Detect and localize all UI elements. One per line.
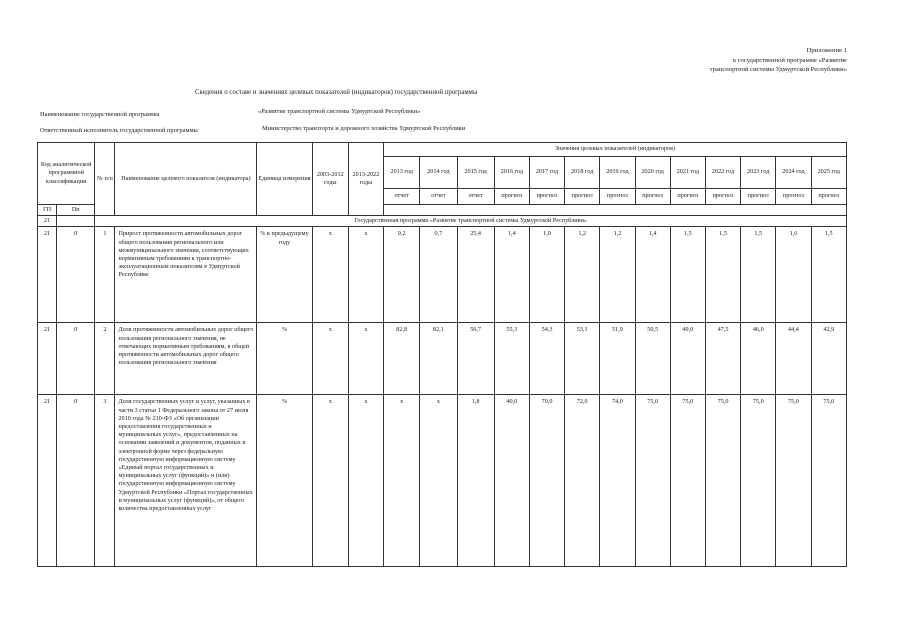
year-header: 2021 год	[670, 157, 705, 189]
kind-header: прогноз	[741, 189, 776, 205]
row-value: 51,9	[600, 323, 635, 395]
year-header: 2018 год	[565, 157, 600, 189]
row-value: 75,0	[705, 395, 740, 567]
header-code: Код аналитической программной классификации	[38, 143, 95, 205]
row-value: 1,0	[529, 227, 564, 323]
year-header: 2016 год	[494, 157, 529, 189]
row-num: 1	[95, 227, 115, 323]
year-header: 2015 год	[457, 157, 494, 189]
appendix-line-2: к государственной программе «Развитие	[733, 56, 847, 64]
year-header: 2023 год	[741, 157, 776, 189]
row-value: 1,8	[457, 395, 494, 567]
table-row	[38, 227, 847, 323]
appendix-line-1: Приложение 1	[806, 47, 847, 54]
row-value: 74,0	[600, 395, 635, 567]
row-2003-2012: х	[312, 323, 348, 395]
row-name: Доля протяженности автомобильных дорог общего пользования регионального значения, не отвечающих нормативным требованиям, в общей протяженности автомобильных дорог общего пользования регионального значения	[115, 323, 257, 395]
row-value: 54,3	[529, 323, 564, 395]
table-row	[38, 323, 847, 395]
kind-header: отчет	[457, 189, 494, 205]
row-unit: %	[257, 395, 312, 567]
row-value: 1,5	[670, 227, 705, 323]
row-value: 53,1	[565, 323, 600, 395]
year-header: 2014 год	[420, 157, 457, 189]
row-value: 1,4	[494, 227, 529, 323]
row-value: х	[384, 395, 420, 567]
row-pp: 0	[57, 323, 95, 395]
row-value: х	[420, 395, 457, 567]
kind-header: прогноз	[705, 189, 740, 205]
row-value: 75,0	[776, 395, 811, 567]
row-value: 1,5	[705, 227, 740, 323]
row-value: 0,7	[420, 227, 457, 323]
row-value: 25,4	[457, 227, 494, 323]
header-row-1	[38, 143, 847, 157]
row-value: 56,7	[457, 323, 494, 395]
row-value: 42,9	[811, 323, 846, 395]
row-value: 9,2	[384, 227, 420, 323]
kind-header: отчет	[420, 189, 457, 205]
header-num: № п/п	[95, 143, 115, 216]
table-row	[38, 395, 847, 567]
kind-header: прогноз	[811, 189, 846, 205]
row-value: 75,0	[741, 395, 776, 567]
row-value: 1,5	[741, 227, 776, 323]
row-gp: 21	[38, 227, 57, 323]
header-blank	[384, 205, 847, 216]
year-header: 2019 год	[600, 157, 635, 189]
row-value: 82,1	[420, 323, 457, 395]
kind-header: прогноз	[776, 189, 811, 205]
header-2003-2012: 2003-2012 годы	[312, 143, 348, 216]
row-value: 70,0	[529, 395, 564, 567]
section-blank	[57, 216, 95, 227]
kind-header: прогноз	[565, 189, 600, 205]
row-name: Прирост протяженности автомобильных дорог общего пользования регионального или межмуниципального значения, соответствующих нормативным требованиям к транспортно-эксплуатационным показателям в Удмуртской Республике	[115, 227, 257, 323]
row-2013-2022: х	[348, 227, 383, 323]
row-gp: 21	[38, 395, 57, 567]
row-name: Доля государственных услуг и услуг, указанных в части 3 статьи 1 Федерального закона от 27 июля 2010 года № 210-ФЗ «Об организации предоставления государственных и муниципальных услуг», предоставленных на основании заявлений и документов, поданных в электронной форме через федеральную государственную информационную систему «Единый портал государственных и муниципальных услуг (функций)» и (или) государственную информационную систему Удмуртской Республики «Портал государственных и муниципальных услуг (функций)», от общего количества предоставленных услуг	[115, 395, 257, 567]
row-2013-2022: х	[348, 323, 383, 395]
header-unit: Единица измерения	[257, 143, 312, 216]
executor-label: Ответственный исполнитель государственной программы	[40, 127, 198, 134]
program-name-value: «Развитие транспортной системы Удмуртской Республики»	[258, 108, 421, 115]
kind-header: прогноз	[600, 189, 635, 205]
row-gp: 21	[38, 323, 57, 395]
executor-value: Министерство транспорта и дорожного хозяйства Удмуртской Республики	[262, 125, 466, 132]
table-body	[38, 143, 847, 567]
year-header: 2020 год	[635, 157, 670, 189]
row-value: 1,2	[600, 227, 635, 323]
row-2013-2022: х	[348, 395, 383, 567]
kind-header: прогноз	[529, 189, 564, 205]
year-header: 2013 год	[384, 157, 420, 189]
row-value: 72,0	[565, 395, 600, 567]
row-value: 40,0	[494, 395, 529, 567]
row-value: 44,4	[776, 323, 811, 395]
header-2013-2022: 2013-2022 годы	[348, 143, 383, 216]
section-code: 21	[38, 216, 57, 227]
row-value: 1,4	[635, 227, 670, 323]
row-value: 75,0	[670, 395, 705, 567]
header-gp: ГП	[38, 205, 57, 216]
row-value: 50,5	[635, 323, 670, 395]
appendix-line-3: транспортной системы Удмуртской Республики»	[709, 66, 847, 73]
row-value: 75,0	[811, 395, 846, 567]
year-header: 2017 год	[529, 157, 564, 189]
row-unit: %	[257, 323, 312, 395]
row-value: 55,3	[494, 323, 529, 395]
row-value: 47,5	[705, 323, 740, 395]
row-value: 1,2	[565, 227, 600, 323]
row-value: 75,0	[635, 395, 670, 567]
row-pp: 0	[57, 227, 95, 323]
header-values: Значения целевых показателей (индикаторов)	[384, 143, 847, 157]
kind-header: прогноз	[635, 189, 670, 205]
row-value: 1,6	[776, 227, 811, 323]
row-value: 1,5	[811, 227, 846, 323]
row-unit: % к предыдущему году	[257, 227, 312, 323]
header-pp: Пп	[57, 205, 95, 216]
row-value: 46,0	[741, 323, 776, 395]
row-pp: 0	[57, 395, 95, 567]
row-num: 3	[95, 395, 115, 567]
row-value: 82,8	[384, 323, 420, 395]
year-header: 2025 год	[811, 157, 846, 189]
document-title: Сведения о составе и значениях целевых показателей (индикаторов) государственной программы	[195, 89, 478, 96]
kind-header: отчет	[384, 189, 420, 205]
section-row	[38, 216, 847, 227]
year-header: 2024 год	[776, 157, 811, 189]
row-value: 49,0	[670, 323, 705, 395]
appendix-note	[617, 46, 847, 75]
kind-header: прогноз	[670, 189, 705, 205]
program-name-label: Наименование государственной программы	[40, 111, 160, 118]
year-header: 2022 год	[705, 157, 740, 189]
row-2003-2012: х	[312, 227, 348, 323]
indicators-table	[37, 142, 847, 567]
row-num: 2	[95, 323, 115, 395]
row-2003-2012: х	[312, 395, 348, 567]
header-name: Наименование целевого показателя (индикатора)	[115, 143, 257, 216]
section-title: Государственная программа «Развитие транспортной системы Удмуртской Республики»	[95, 216, 847, 227]
kind-header: прогноз	[494, 189, 529, 205]
